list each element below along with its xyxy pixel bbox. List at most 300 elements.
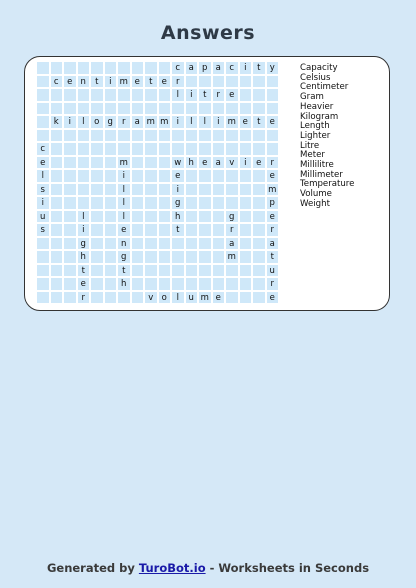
grid-cell: [144, 210, 158, 224]
grid-cell: [104, 223, 118, 237]
grid-cell: [158, 102, 172, 116]
grid-cell: [171, 277, 185, 291]
grid-cell: [212, 277, 226, 291]
grid-cell: [50, 196, 64, 210]
grid-cell: i: [171, 115, 185, 129]
grid-cell: e: [117, 223, 131, 237]
grid-cell: [225, 277, 239, 291]
grid-cell: i: [212, 115, 226, 129]
grid-cell: [144, 142, 158, 156]
grid-cell: [158, 142, 172, 156]
grid-cell: [212, 196, 226, 210]
grid-cell: [185, 250, 199, 264]
grid-cell: u: [266, 264, 280, 278]
grid-cell: [36, 291, 50, 305]
word-list-item: Celsius: [300, 72, 331, 83]
grid-cell: e: [131, 75, 145, 89]
grid-cell: [36, 102, 50, 116]
grid-cell: [239, 142, 253, 156]
grid-cell: [50, 210, 64, 224]
page-title: Answers: [160, 22, 256, 44]
grid-cell: [50, 250, 64, 264]
grid-cell: [158, 196, 172, 210]
grid-cell: [117, 291, 131, 305]
grid-cell: l: [171, 291, 185, 305]
grid-cell: v: [144, 291, 158, 305]
grid-cell: [63, 183, 77, 197]
grid-cell: a: [266, 237, 280, 251]
grid-cell: [171, 129, 185, 143]
grid-cell: [104, 237, 118, 251]
grid-cell: [198, 142, 212, 156]
grid-cell: [104, 102, 118, 116]
grid-cell: a: [212, 61, 226, 75]
grid-cell: [212, 264, 226, 278]
grid-cell: [252, 183, 266, 197]
grid-cell: [90, 210, 104, 224]
grid-cell: h: [171, 210, 185, 224]
grid-cell: [104, 196, 118, 210]
grid-cell: [239, 210, 253, 224]
grid-cell: [77, 169, 91, 183]
grid-cell: [158, 210, 172, 224]
grid-cell: [252, 169, 266, 183]
grid-cell: t: [198, 88, 212, 102]
grid-cell: [185, 129, 199, 143]
grid-cell: i: [63, 115, 77, 129]
grid-cell: [90, 196, 104, 210]
grid-cell: [77, 61, 91, 75]
grid-cell: k: [50, 115, 64, 129]
grid-cell: h: [117, 277, 131, 291]
grid-cell: [198, 75, 212, 89]
grid-cell: c: [36, 142, 50, 156]
grid-cell: [104, 183, 118, 197]
grid-cell: [144, 129, 158, 143]
grid-cell: [225, 291, 239, 305]
grid-cell: [36, 237, 50, 251]
grid-cell: [171, 264, 185, 278]
grid-cell: [171, 250, 185, 264]
grid-cell: e: [36, 156, 50, 170]
grid-cell: [158, 169, 172, 183]
grid-cell: [131, 183, 145, 197]
grid-cell: l: [117, 183, 131, 197]
grid-cell: [104, 210, 118, 224]
grid-cell: r: [212, 88, 226, 102]
grid-cell: l: [171, 88, 185, 102]
grid-cell: [158, 129, 172, 143]
grid-cell: [117, 129, 131, 143]
grid-cell: [50, 183, 64, 197]
grid-cell: [185, 223, 199, 237]
grid-cell: [212, 102, 226, 116]
grid-cell: o: [158, 291, 172, 305]
word-list-item: Litre: [300, 140, 320, 151]
grid-cell: l: [117, 196, 131, 210]
grid-cell: [212, 183, 226, 197]
grid-cell: [252, 237, 266, 251]
grid-cell: [117, 142, 131, 156]
grid-cell: [144, 183, 158, 197]
grid-cell: [50, 142, 64, 156]
grid-cell: [63, 156, 77, 170]
grid-cell: [77, 142, 91, 156]
grid-cell: e: [266, 291, 280, 305]
grid-cell: [225, 196, 239, 210]
grid-cell: t: [144, 75, 158, 89]
grid-cell: l: [185, 115, 199, 129]
grid-cell: i: [185, 88, 199, 102]
grid-cell: [185, 102, 199, 116]
word-list-item: Centimeter: [300, 82, 349, 93]
grid-cell: [225, 129, 239, 143]
grid-cell: l: [36, 169, 50, 183]
grid-cell: [104, 277, 118, 291]
grid-cell: [252, 210, 266, 224]
grid-cell: [212, 142, 226, 156]
grid-cell: [90, 264, 104, 278]
grid-cell: [104, 250, 118, 264]
grid-cell: e: [266, 210, 280, 224]
grid-cell: [131, 129, 145, 143]
grid-cell: [266, 102, 280, 116]
grid-cell: [36, 277, 50, 291]
grid-cell: [131, 156, 145, 170]
grid-cell: [90, 183, 104, 197]
grid-cell: i: [36, 196, 50, 210]
grid-cell: o: [90, 115, 104, 129]
word-list-item: Length: [300, 121, 330, 132]
grid-cell: [131, 88, 145, 102]
word-search-grid: [36, 61, 279, 304]
grid-cell: [158, 88, 172, 102]
grid-cell: a: [131, 115, 145, 129]
grid-cell: [117, 61, 131, 75]
grid-cell: [158, 237, 172, 251]
grid-cell: g: [117, 250, 131, 264]
grid-cell: [90, 223, 104, 237]
grid-cell: [63, 223, 77, 237]
grid-cell: [158, 156, 172, 170]
grid-cell: s: [36, 223, 50, 237]
grid-cell: [225, 75, 239, 89]
grid-cell: [239, 88, 253, 102]
grid-cell: [198, 183, 212, 197]
grid-cell: [104, 142, 118, 156]
grid-cell: [252, 88, 266, 102]
grid-cell: g: [77, 237, 91, 251]
grid-cell: [239, 169, 253, 183]
grid-cell: [104, 264, 118, 278]
grid-cell: c: [171, 61, 185, 75]
grid-cell: r: [225, 223, 239, 237]
grid-cell: [131, 196, 145, 210]
grid-cell: [117, 88, 131, 102]
grid-cell: [212, 223, 226, 237]
grid-cell: [212, 250, 226, 264]
grid-cell: [239, 264, 253, 278]
grid-cell: [36, 88, 50, 102]
grid-cell: p: [266, 196, 280, 210]
grid-cell: e: [266, 115, 280, 129]
grid-cell: [198, 169, 212, 183]
grid-cell: [158, 277, 172, 291]
grid-cell: m: [117, 156, 131, 170]
grid-cell: [104, 129, 118, 143]
grid-cell: [144, 237, 158, 251]
word-list-item: Millimeter: [300, 169, 343, 180]
grid-cell: e: [158, 75, 172, 89]
grid-cell: r: [266, 223, 280, 237]
grid-cell: e: [77, 277, 91, 291]
grid-cell: w: [171, 156, 185, 170]
grid-cell: [158, 61, 172, 75]
grid-cell: [252, 250, 266, 264]
grid-cell: [77, 88, 91, 102]
grid-cell: r: [171, 75, 185, 89]
grid-cell: [252, 264, 266, 278]
grid-cell: m: [117, 75, 131, 89]
grid-cell: [117, 102, 131, 116]
grid-cell: [185, 264, 199, 278]
grid-cell: i: [77, 223, 91, 237]
grid-cell: [239, 75, 253, 89]
grid-cell: e: [212, 291, 226, 305]
grid-cell: [63, 88, 77, 102]
footer: [0, 561, 416, 575]
grid-cell: s: [36, 183, 50, 197]
grid-cell: [185, 196, 199, 210]
grid-cell: [144, 250, 158, 264]
grid-cell: [131, 169, 145, 183]
grid-cell: [252, 196, 266, 210]
grid-cell: [131, 264, 145, 278]
grid-cell: e: [239, 115, 253, 129]
grid-cell: [50, 156, 64, 170]
grid-cell: [158, 250, 172, 264]
grid-cell: [90, 102, 104, 116]
grid-cell: [252, 277, 266, 291]
grid-cell: [239, 277, 253, 291]
grid-cell: r: [266, 277, 280, 291]
grid-cell: r: [117, 115, 131, 129]
grid-cell: m: [158, 115, 172, 129]
grid-cell: [90, 169, 104, 183]
grid-cell: [198, 250, 212, 264]
grid-cell: i: [171, 183, 185, 197]
grid-cell: m: [225, 250, 239, 264]
grid-cell: [144, 264, 158, 278]
grid-cell: [171, 102, 185, 116]
grid-cell: [36, 61, 50, 75]
word-list-item: Volume: [300, 189, 332, 200]
grid-cell: c: [225, 61, 239, 75]
grid-cell: [144, 156, 158, 170]
grid-cell: [131, 250, 145, 264]
grid-cell: l: [198, 115, 212, 129]
grid-cell: [104, 88, 118, 102]
grid-cell: [144, 61, 158, 75]
grid-cell: e: [198, 156, 212, 170]
grid-cell: [90, 88, 104, 102]
grid-cell: [239, 237, 253, 251]
grid-cell: [185, 169, 199, 183]
grid-cell: [185, 183, 199, 197]
grid-cell: [50, 291, 64, 305]
grid-cell: [185, 237, 199, 251]
grid-cell: t: [77, 264, 91, 278]
grid-cell: [63, 196, 77, 210]
grid-cell: [198, 223, 212, 237]
grid-cell: t: [90, 75, 104, 89]
grid-cell: [63, 250, 77, 264]
grid-cell: l: [117, 210, 131, 224]
grid-cell: u: [36, 210, 50, 224]
grid-cell: [266, 75, 280, 89]
grid-cell: [266, 129, 280, 143]
grid-cell: [77, 102, 91, 116]
word-list-item: Millilitre: [300, 160, 334, 171]
grid-cell: [90, 156, 104, 170]
turobot-link[interactable]: TuroBot.io: [138, 561, 206, 575]
grid-cell: g: [171, 196, 185, 210]
grid-cell: e: [252, 156, 266, 170]
word-list-item: Capacity: [300, 63, 338, 73]
grid-cell: n: [77, 75, 91, 89]
grid-cell: [212, 237, 226, 251]
grid-cell: [144, 277, 158, 291]
grid-cell: [198, 129, 212, 143]
grid-cell: n: [117, 237, 131, 251]
grid-cell: m: [225, 115, 239, 129]
grid-cell: [131, 210, 145, 224]
grid-cell: [144, 102, 158, 116]
grid-cell: [63, 102, 77, 116]
grid-cell: [239, 102, 253, 116]
grid-cell: [90, 129, 104, 143]
grid-cell: [36, 129, 50, 143]
grid-cell: a: [185, 61, 199, 75]
grid-cell: [239, 129, 253, 143]
grid-cell: [144, 223, 158, 237]
grid-cell: e: [63, 75, 77, 89]
grid-cell: [50, 169, 64, 183]
grid-cell: g: [104, 115, 118, 129]
grid-cell: [77, 183, 91, 197]
grid-cell: m: [198, 291, 212, 305]
grid-cell: [185, 142, 199, 156]
grid-cell: [90, 61, 104, 75]
word-list-item: Meter: [300, 150, 325, 161]
grid-cell: t: [252, 115, 266, 129]
grid-cell: [63, 169, 77, 183]
grid-cell: [50, 129, 64, 143]
word-list-item: Kilogram: [300, 111, 339, 122]
word-list: [300, 64, 354, 210]
grid-cell: [90, 237, 104, 251]
grid-cell: e: [266, 169, 280, 183]
grid-cell: [212, 210, 226, 224]
grid-cell: [252, 102, 266, 116]
grid-cell: [198, 102, 212, 116]
grid-cell: t: [171, 223, 185, 237]
grid-cell: t: [252, 61, 266, 75]
grid-cell: [239, 183, 253, 197]
grid-cell: [63, 210, 77, 224]
grid-cell: [252, 142, 266, 156]
grid-cell: [63, 237, 77, 251]
grid-cell: [171, 142, 185, 156]
grid-cell: [90, 250, 104, 264]
grid-cell: a: [212, 156, 226, 170]
grid-cell: [212, 75, 226, 89]
grid-cell: [104, 61, 118, 75]
grid-cell: [50, 264, 64, 278]
word-list-item: Lighter: [300, 130, 331, 141]
grid-cell: [131, 61, 145, 75]
puzzle-card: [24, 56, 390, 311]
grid-cell: [239, 250, 253, 264]
grid-cell: [36, 250, 50, 264]
grid-cell: p: [198, 61, 212, 75]
grid-cell: [50, 237, 64, 251]
grid-cell: [131, 223, 145, 237]
grid-cell: [50, 277, 64, 291]
grid-cell: [198, 277, 212, 291]
grid-cell: [225, 169, 239, 183]
word-list-item: Weight: [300, 198, 330, 209]
grid-cell: i: [117, 169, 131, 183]
grid-cell: [131, 277, 145, 291]
grid-cell: i: [104, 75, 118, 89]
grid-cell: c: [50, 75, 64, 89]
grid-cell: [36, 264, 50, 278]
footer-prefix: Generated by: [46, 561, 139, 575]
grid-cell: [77, 156, 91, 170]
grid-cell: [198, 237, 212, 251]
grid-cell: [77, 129, 91, 143]
grid-cell: [90, 291, 104, 305]
grid-cell: [225, 102, 239, 116]
grid-cell: [225, 142, 239, 156]
grid-cell: [158, 223, 172, 237]
grid-cell: [239, 291, 253, 305]
grid-cell: [63, 277, 77, 291]
grid-cell: [63, 129, 77, 143]
grid-cell: [50, 102, 64, 116]
grid-cell: t: [117, 264, 131, 278]
grid-cell: [225, 264, 239, 278]
grid-cell: [158, 264, 172, 278]
grid-cell: r: [77, 291, 91, 305]
grid-cell: [63, 291, 77, 305]
grid-cell: e: [225, 88, 239, 102]
grid-cell: [198, 196, 212, 210]
grid-cell: [185, 277, 199, 291]
grid-cell: [50, 61, 64, 75]
grid-cell: [90, 142, 104, 156]
word-list-item: Heavier: [300, 101, 334, 112]
grid-cell: [50, 88, 64, 102]
grid-cell: [131, 102, 145, 116]
grid-cell: [131, 291, 145, 305]
grid-cell: [77, 196, 91, 210]
grid-cell: [36, 115, 50, 129]
grid-cell: [266, 142, 280, 156]
grid-cell: [239, 196, 253, 210]
grid-cell: v: [225, 156, 239, 170]
